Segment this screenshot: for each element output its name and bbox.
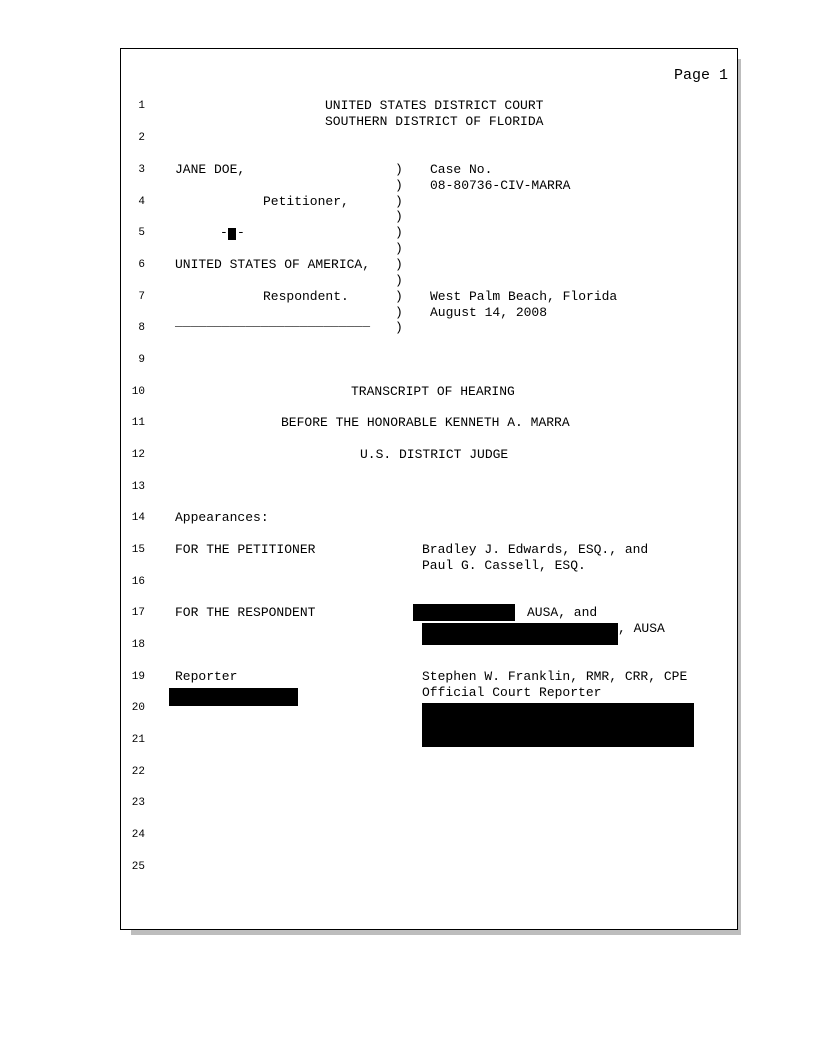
case-number: 08-80736-CIV-MARRA: [430, 178, 571, 193]
line-number: 17: [131, 607, 145, 619]
versus-mark-end: -: [237, 225, 245, 240]
caption-paren: ): [395, 289, 403, 304]
judge-title: U.S. DISTRICT JUDGE: [360, 447, 509, 462]
line-number: 21: [131, 734, 145, 746]
petitioner-counsel-1: Bradley J. Edwards, ESQ., and: [422, 542, 649, 557]
page-label: Page 1: [673, 67, 728, 84]
reporter-label: Reporter: [175, 669, 238, 684]
line-number: 13: [131, 481, 145, 493]
line-number: 1: [138, 100, 145, 112]
respondent-role: Respondent.: [263, 289, 349, 304]
hearing-location: West Palm Beach, Florida: [430, 289, 618, 304]
line-number: 8: [138, 322, 145, 334]
line-number: 16: [131, 576, 145, 588]
line-number: 22: [131, 766, 145, 778]
petitioner-name: JANE DOE,: [175, 162, 246, 177]
line-number: 20: [131, 702, 145, 714]
judge-line: BEFORE THE HONORABLE KENNETH A. MARRA: [281, 415, 570, 430]
respondent-counsel-1: AUSA, and: [527, 605, 598, 620]
line-number: 10: [131, 386, 145, 398]
respondent-counsel-redaction: [422, 623, 618, 645]
transcript-title: TRANSCRIPT OF HEARING: [351, 384, 515, 399]
line-number: 5: [138, 227, 145, 239]
caption-paren: ): [395, 178, 403, 193]
petitioner-counsel-2: Paul G. Cassell, ESQ.: [422, 558, 586, 573]
reporter-name: Stephen W. Franklin, RMR, CRR, CPE: [422, 669, 688, 684]
court-name-line1: UNITED STATES DISTRICT COURT: [325, 98, 544, 113]
line-number: 6: [138, 259, 145, 271]
line-number: 3: [138, 164, 145, 176]
line-number: 2: [138, 132, 145, 144]
petitioner-role: Petitioner,: [263, 194, 349, 209]
line-number: 11: [131, 417, 145, 429]
respondent-counsel-redaction: [413, 604, 515, 621]
respondent-name: UNITED STATES OF AMERICA,: [175, 257, 371, 272]
line-number: 23: [131, 797, 145, 809]
line-number: 12: [131, 449, 145, 461]
caption-paren: ): [395, 241, 403, 256]
line-number: 19: [131, 671, 145, 683]
reporter-title: Official Court Reporter: [422, 685, 602, 700]
caption-paren: ): [395, 257, 403, 272]
line-number: 24: [131, 829, 145, 841]
caption-paren: ): [395, 320, 403, 335]
hearing-date: August 14, 2008: [430, 305, 548, 320]
line-number: 14: [131, 512, 145, 524]
case-label: Case No.: [430, 162, 493, 177]
transcript-page: [120, 48, 738, 930]
line-number: 15: [131, 544, 145, 556]
caption-underline: _________________________: [175, 314, 371, 329]
reporter-address-redaction: [422, 703, 694, 747]
line-number: 4: [138, 196, 145, 208]
line-number: 7: [138, 291, 145, 303]
caption-paren: ): [395, 305, 403, 320]
appearances-heading: Appearances:: [175, 510, 269, 525]
caption-paren: ): [395, 194, 403, 209]
petitioner-label: FOR THE PETITIONER: [175, 542, 316, 557]
caption-paren: ): [395, 273, 403, 288]
court-name-line2: SOUTHERN DISTRICT OF FLORIDA: [325, 114, 544, 129]
line-number: 18: [131, 639, 145, 651]
caption-paren: ): [395, 225, 403, 240]
caption-paren: ): [395, 209, 403, 224]
line-number: 25: [131, 861, 145, 873]
respondent-counsel-2: , AUSA: [618, 621, 665, 636]
line-number: 9: [138, 354, 145, 366]
versus-mark: -: [220, 225, 228, 240]
caption-paren: ): [395, 162, 403, 177]
respondent-label: FOR THE RESPONDENT: [175, 605, 316, 620]
reporter-id-redaction: [169, 688, 298, 706]
versus-redaction: [228, 228, 236, 240]
